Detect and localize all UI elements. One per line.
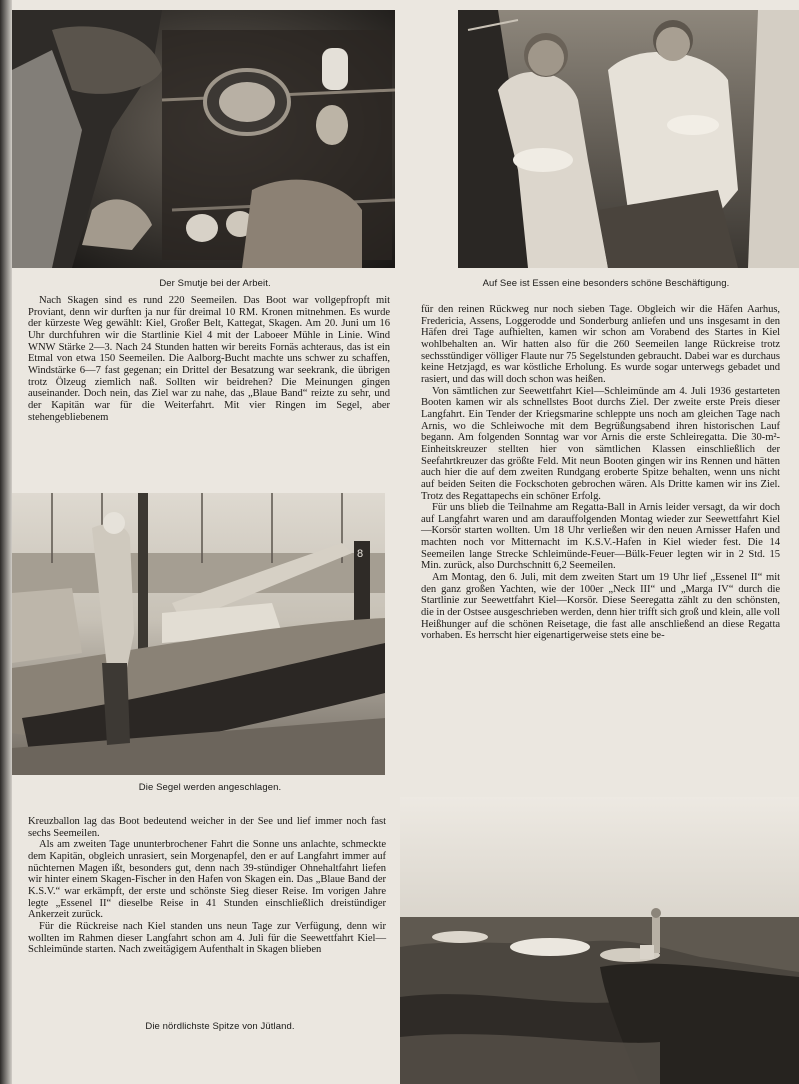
paragraph: für den reinen Rückweg nur noch sieben Tage. Obgleich wir die Häfen Aarhus, Fredericia, Assens, Loggerodde und Sonderburg anliefen und uns insgesamt in den Häfen drei Tage aufhielten, kamen wir schon am Vorabend des Startes in Kiel wohlbehalten an. Wir hatten also für die 260 Seemeilen lange Rückreise trotz sechsstündiger völliger Flaute nur 75 Segelstunden gebraucht. Dabei war es durchaus keine Hetzjagd, es war köstliche Erholung. Es wurde sogar unterwegs gebadet und rasiert, und das will doch schon was heißen. xyxy=(421,304,780,385)
pile-sail-number: 8 xyxy=(357,548,364,560)
paragraph: Als am zweiten Tage ununterbrochener Fahrt die Sonne uns anlachte, schmeckte dem Kapitän, obgleich unrasiert, sein Morgenapfel, den er auf Langfahrt immer auf nüchternen Magen ißt, besonders gut, denn nach 39-stündiger Ohnehaltfahrt liefen wir hinter einem Skagen-Fischer in den Hafen von Skagen ein. Das „Blaue Band der K.S.V.“ war erkämpft, der erste und schönste Sieg dieser Reise. Im vorigen Jahre legte „Essenel II“ dieselbe Reise in 41 Stunden einschließlich dreistündiger Ankerzeit zurück. xyxy=(28,839,386,921)
paragraph: Am Montag, den 6. Juli, mit dem zweiten Start um 19 Uhr lief „Essenel II“ mit den ganz großen Yachten, wie der 100er „Neck III“ und „Marga IV“ durch die Startlinie zur Seewettfahrt Kiel—Korsör. Diese Seeregatta zählt zu den schönsten, die in der Ostsee ausgeschrieben werden, denn hier trifft sich groß und klein, alle voll Heißhunger auf die schönen Reisetage, die fast alle anschließend an diese Regatta vorhaben. Es herrscht hier eigenartigerweise stets eine be- xyxy=(421,572,780,642)
photo-juetland xyxy=(400,797,799,1084)
paragraph: Kreuzballon lag das Boot bedeutend weicher in der See und lief immer noch fast sechs Seemeilen. xyxy=(28,816,386,839)
photo-segel xyxy=(12,493,385,775)
caption-essen: Auf See ist Essen eine besonders schöne Beschäftigung. xyxy=(482,278,730,289)
text-column-1-top xyxy=(28,295,390,423)
photo-essen xyxy=(458,10,799,268)
caption-segel: Die Segel werden angeschlagen. xyxy=(138,782,282,793)
page-gutter-shadow xyxy=(0,0,12,1084)
photo-smutje xyxy=(12,10,395,268)
caption-smutje: Der Smutje bei der Arbeit. xyxy=(159,278,271,289)
paragraph: Für uns blieb die Teilnahme am Regatta-Ball in Arnis leider versagt, da wir doch auf Langfahrt waren und am darauffolgenden Montag wieder zur Seewettfahrt Kiel—Korsör starten wollten. Um 18 Uhr verließen wir den neuen Arnisser Hafen und machten noch vor Mitternacht im K.S.V.-Hafen in Kiel wieder fest. Die 14 Seemeilen lange Strecke Schleimünde-Feuer—Bülk-Feuer legten wir in 2 Std. 15 Min. zurück, also Durchschnitt 6,2 Seemeilen. xyxy=(421,502,780,572)
paragraph: Für die Rückreise nach Kiel standen uns neun Tage zur Verfügung, denn wir wollten im Rahmen dieser Langfahrt schon am 4. Juli für die Seewettfahrt Kiel—Schleimünde starten. Nach zweitägigem Aufenthalt in Skagen blieben xyxy=(28,920,386,956)
caption-juetland: Die nördlichste Spitze von Jütland. xyxy=(145,1021,295,1032)
text-column-1-bottom xyxy=(28,816,386,956)
text-column-2 xyxy=(421,304,780,642)
paragraph: Nach Skagen sind es rund 220 Seemeilen. Das Boot war vollgepfropft mit Proviant, denn wir durften ja nur für dreimal 10 RM. Kronen mitnehmen. Es wurde der kürzeste Weg gewählt: Kiel, Großer Belt, Kattegat, Skagen. Am 20. Juni um 16 Uhr durchfuhren wir die Startlinie Kiel 4 mit der Laboeer Mühle in Linie. Wind WNW Stärke 2—3. Nach 24 Stunden hatten wir bereits Fornäs achteraus, das ist ein Etmal von etwa 150 Seemeilen. Die Aalborg-Bucht machte uns schwer zu schaffen, Windstärke 6—7 fast gegenan; ein Drittel der Besatzung war seekrank, die übrigen trotz Ölzeug ziemlich naß. Sollten wir beidrehen? Die Meinungen gingen auseinander. Doch nein, das Ziel war zu nahe, das „Blaue Band“ reizte zu sehr, und der Kapitän war für die Weiterfahrt. Mit vier Ringen im Segel, aber stehengebliebenem xyxy=(28,295,390,423)
paragraph: Von sämtlichen zur Seewettfahrt Kiel—Schleimünde am 4. Juli 1936 gestarteten Booten kamen wir als schnellstes Boot durchs Ziel. Der zweite erste Preis dieser Langfahrt. Ein Tender der Kriegsmarine schleppte uns noch am gleichen Tage nach Arnis, wo die Schleiwoche mit dem Begrüßungsabend ihren historischen Lauf begann. Am folgenden Sonntag war vor Arnis die erste Schleiregatta. Die 30-m²-Einheitskreuzer stellten hier von sämtlichen Klassen einschließlich der Seefahrtkreuzer das größte Feld. Mit neun Booten gingen wir ins Rennen und hätten auch hier die auf dem zweiten Rundgang eroberte Spitze behalten, wenn uns nicht auf beiden Seiten die Fockschoten gebrochen wären. Als Dritte kamen wir ins Ziel. Trotz des Regattapechs ein schöner Erfolg. xyxy=(421,385,780,502)
